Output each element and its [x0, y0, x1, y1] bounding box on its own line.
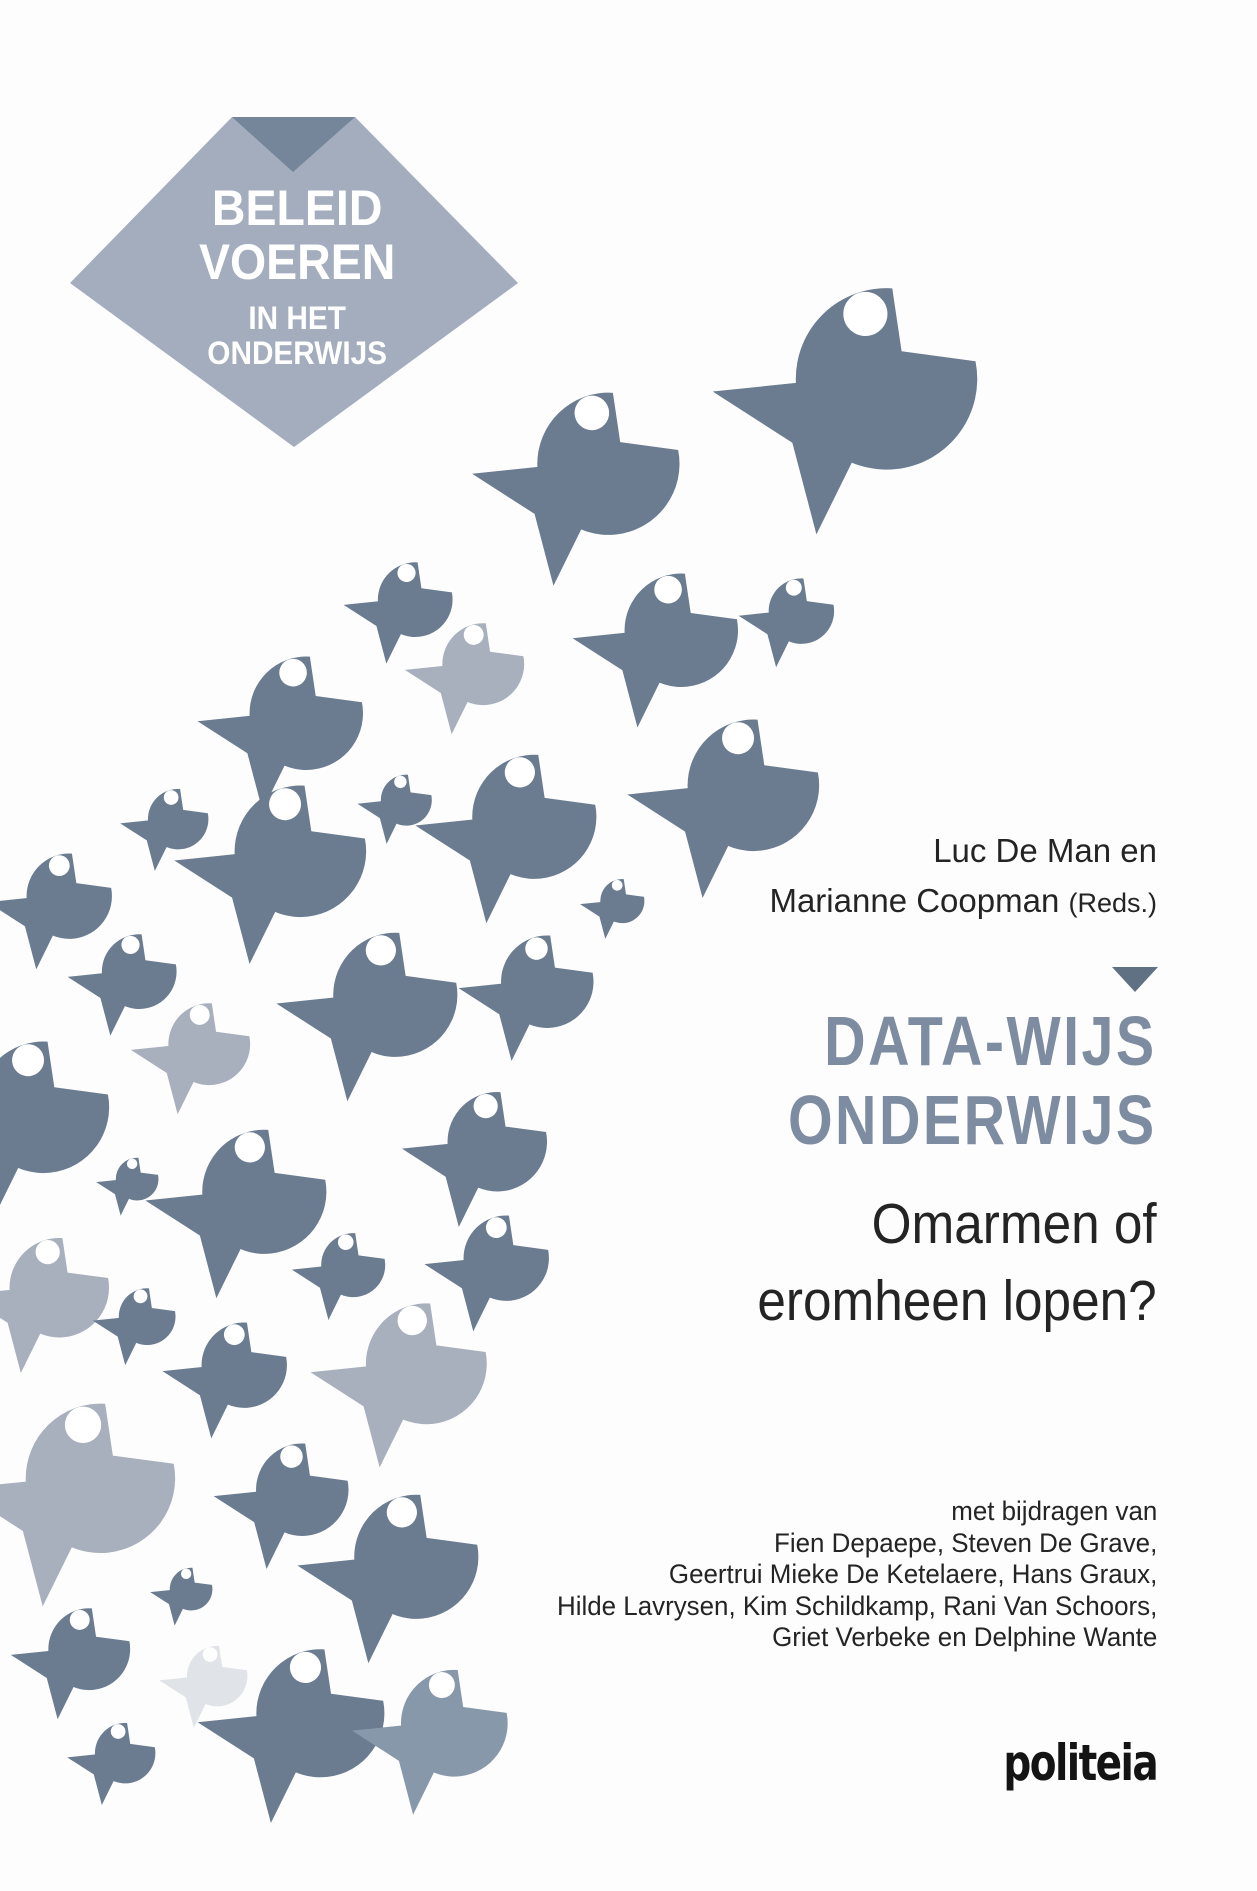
fish-icon: [0, 1387, 184, 1569]
fish-icon: [290, 919, 465, 1070]
title-line-1: DATA-WIJS: [824, 1002, 1157, 1080]
contributors-line-1: Fien Depaepe, Steven De Grave,: [773, 1527, 1157, 1558]
contributors-line-2: Geertrui Mieke De Ketelaere, Hans Graux,: [668, 1559, 1157, 1589]
badge-line-3: IN HET: [248, 300, 346, 336]
fish-icon: [469, 925, 599, 1038]
publisher-logo: politeia: [1003, 1734, 1157, 1792]
badge-line-2: VOEREN: [198, 234, 396, 290]
contributors-line-3: Hilde Lavrysen, Kim Schildkamp, Rani Van Schoors,: [556, 1590, 1157, 1621]
badge-line-4: ONDERWIJS: [207, 335, 387, 371]
fish-icon: [140, 994, 255, 1094]
fish-icon: [585, 874, 647, 928]
editors: [769, 826, 1157, 928]
subtitle-line-2: eromheen lopen?: [757, 1269, 1157, 1333]
fish-icon: [74, 1716, 159, 1790]
contributors-intro: met bijdragen van: [950, 1496, 1157, 1526]
fish-icon: [155, 1563, 215, 1615]
fish-icon: [99, 1282, 179, 1351]
fish-icon: [20, 1599, 135, 1699]
contributors: [557, 1496, 1157, 1654]
fish-icon: [311, 1481, 486, 1632]
editor-line-1: Luc De Man en: [933, 832, 1157, 869]
subtitle-line-1: Omarmen of: [871, 1192, 1157, 1256]
fish-icon: [324, 1290, 494, 1437]
fish-icon: [413, 1081, 553, 1202]
fish-icon: [733, 268, 988, 489]
book-title: [788, 1002, 1157, 1160]
fish-icon: [172, 1313, 292, 1417]
fish-icon: [414, 614, 529, 714]
series-badge: [60, 95, 525, 455]
editor-name: Marianne Coopman: [769, 882, 1060, 919]
fish-icon: [585, 561, 745, 699]
fish-icon: [429, 741, 604, 892]
fish-icon: [0, 1027, 117, 1187]
badge-line-1: BELEID: [211, 180, 383, 236]
contributors-line-4: Griet Verbeke en Delphine Wante: [771, 1622, 1157, 1652]
fish-icon: [364, 1658, 514, 1788]
title-line-2: ONDERWIJS: [788, 1081, 1157, 1159]
triangle-down-icon: [1112, 967, 1158, 992]
editor-line-2: [769, 876, 1157, 928]
fish-icon: [189, 771, 374, 931]
editors-suffix: (Reds.): [1068, 888, 1157, 918]
series-badge-text: [76, 181, 508, 371]
book-subtitle: [758, 1186, 1157, 1340]
